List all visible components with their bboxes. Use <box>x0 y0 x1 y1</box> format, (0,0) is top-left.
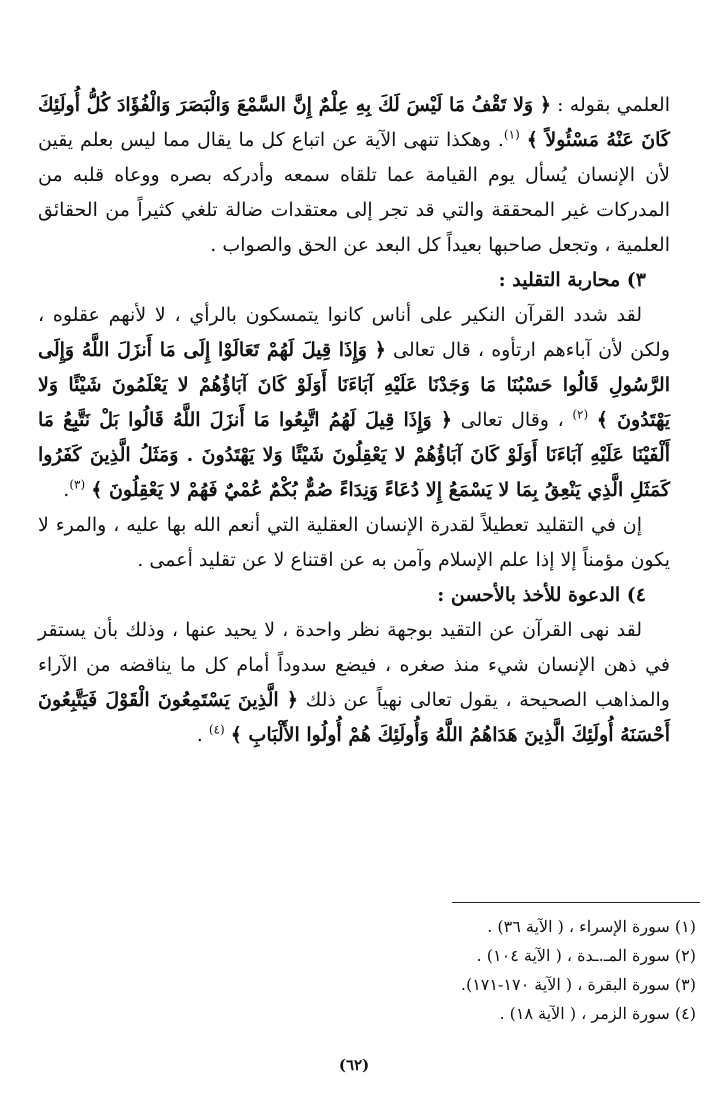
paragraph-text: العلمي بقوله : <box>550 94 670 116</box>
footnote-item: (٤) سورة الزمر ، ( الآية ١٨) . <box>499 1004 696 1023</box>
section-heading-3: ٣) محاربة التقليد : <box>498 269 646 291</box>
paragraph-3: إن في التقليد تعطيلاً لقدرة الإنسان العقلية التي أنعم الله بها عليه ، والمرء لا يكون مؤمناً إلا إذا علم الإسلام وآمن به عن اقتناع لا عن تقليد أعمى . <box>38 514 670 571</box>
footnotes <box>396 912 696 1028</box>
footnote-item: (٢) سورة المـ.ـدة ، ( الآية ١٠٤) . <box>476 946 696 965</box>
paragraph-text: لقد شدد القرآن النكير على أناس كانوا يتمسكون بالرأي ، لا لأنهم عقلوه ، ولكن لأن آباءهم ارتأوه ، قال تعالى <box>38 304 671 361</box>
footnote-item: (١) سورة الإسراء ، ( الآية ٣٦) . <box>487 917 696 936</box>
quran-verse: ﴿ الَّذِينَ يَسْتَمِعُونَ الْقَوْلَ فَيَتَّبِعُونَ أَحْسَنَهُ أُولَئِكَ الَّذِينَ هَدَاهُمُ اللَّهُ وَأُولَئِكَ هُمْ أُولُوا الأَلْبَابِ ﴾ <box>38 689 670 746</box>
quran-verse: ﴿ وَإِذَا قِيلَ لَهُمْ تَعَالَوْا إِلَى مَا أَنزَلَ اللَّهُ وَإِلَى الرَّسُولِ قَالُوا حَسْبُنَا مَا وَجَدْنَا عَلَيْهِ آبَاءَنَا أَوَلَوْ كَانَ آبَاؤُهُمْ لا يَعْلَمُونَ شَيْئًا وَلا يَهْتَدُونَ ﴾ <box>38 339 670 431</box>
paragraph-4 <box>38 613 670 753</box>
page-number: (٦٢) <box>338 1056 370 1074</box>
footnote-ref: (٣) <box>69 477 86 492</box>
section-heading-4: ٤) الدعوة للأخذ بالأحسن : <box>437 584 646 606</box>
footnote-divider <box>452 902 700 903</box>
paragraph-text: . وهكذا تنهى الآية عن اتباع كل ما يقال مما ليس بعلم يقين لأن الإنسان يُسأل يوم القيامة عما تلقاه سمعه وأدركه بصره ووعاه قلبه من المدركات غير المحققة والتي قد تجر إلى معتقدات ضالة تلغي كثيراً من الحقائق العلمية ، وتجعل صاحبها بعيداً كل البعد عن الحق والصواب . <box>38 129 670 256</box>
footnote-ref: (٤) <box>208 722 225 737</box>
paragraph-2 <box>38 298 670 508</box>
paragraph-text: لقد نهى القرآن عن التقيد بوجهة نظر واحدة ، لا يحيد عنها ، وذلك بأن يستقر في ذهن الإنسان شيء منذ صغره ، فيضع سدوداً أمام كل ما يناقضه من الآراء والمذاهب الصحيحة ، يقول تعالى نهياً عن ذلك <box>38 619 670 711</box>
quran-verse: ﴿ وَلا تَقْفُ مَا لَيْسَ لَكَ بِهِ عِلْمٌ إِنَّ السَّمْعَ وَالْبَصَرَ وَالْفُؤَادَ كُلُّ أُولَئِكَ كَانَ عَنْهُ مَسْئُولاً ﴾ <box>38 94 670 151</box>
paragraph-1 <box>38 88 670 263</box>
footnote-ref: (١) <box>503 127 520 142</box>
footnote-item: (٣) سورة البقرة ، ( الآية ١٧٠-١٧١). <box>460 975 696 994</box>
footnote-ref: (٢) <box>572 407 589 422</box>
page-body <box>38 88 670 753</box>
paragraph-text: ، وقال تعالى <box>452 409 573 431</box>
paragraph-text: . <box>196 724 209 746</box>
paragraph-text: . <box>63 479 70 501</box>
quran-verse: ﴿ وَإِذَا قِيلَ لَهُمُ اتَّبِعُوا مَا أَنزَلَ اللَّهُ قَالُوا بَلْ نَتَّبِعُ مَا أَلْفَيْنَا عَلَيْهِ آبَاءَنَا أَوَلَوْ كَانَ آبَاؤُهُمْ لا يَعْقِلُونَ شَيْئًا وَلا يَهْتَدُونَ . وَمَثَلُ الَّذِينَ كَفَرُوا كَمَثَلِ الَّذِي يَنْعِقُ بِمَا لا يَسْمَعُ إِلا دُعَاءً وَنِدَاءً صُمٌّ بُكْمٌ عُمْيٌ فَهُمْ لا يَعْقِلُونَ ﴾ <box>38 409 670 501</box>
